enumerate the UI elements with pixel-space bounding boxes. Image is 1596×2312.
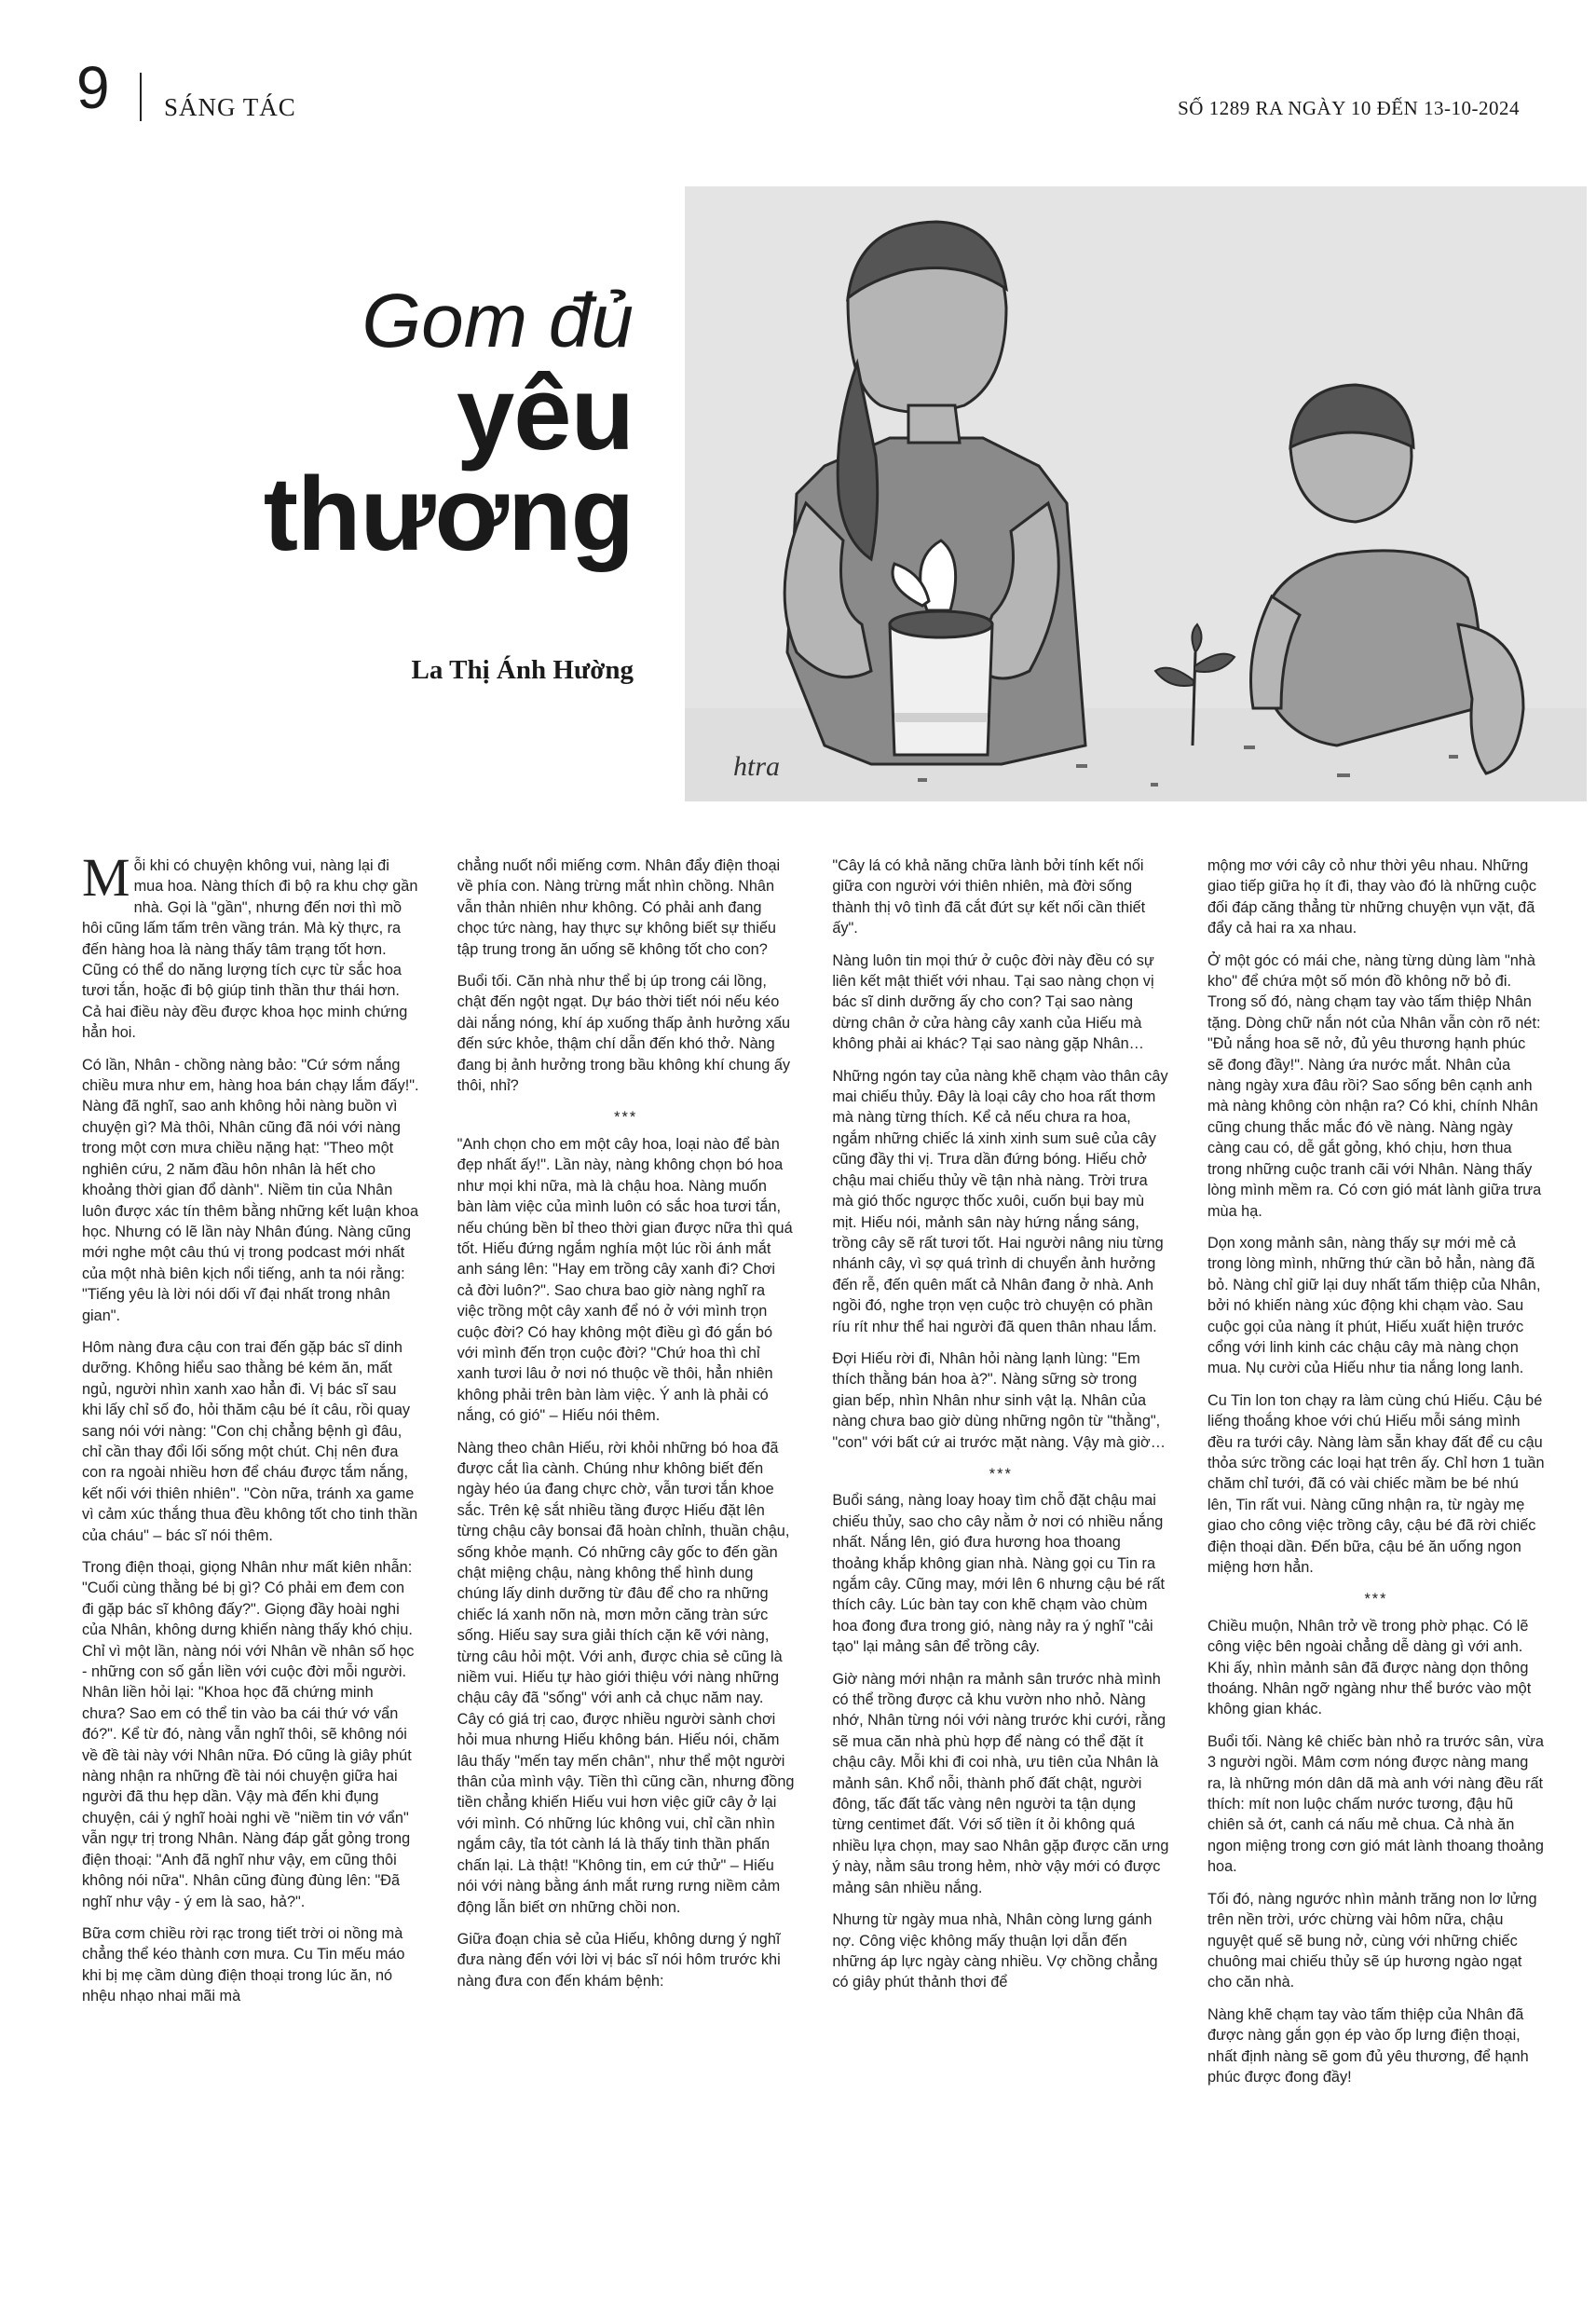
article-body: [82, 855, 1545, 2272]
paragraph: Buổi tối. Căn nhà như thể bị úp trong cái lồng, chật đến ngột ngạt. Dự báo thời tiết nói nếu kéo dài nắng nóng, khí áp xuống thấp ảnh hưởng xấu đến sức khỏe, thậm chí dẫn đến khó thở. Nàng đang bị ảnh hưởng trong bầu không khí chung ấy thôi, nhỉ?: [457, 973, 791, 1095]
paragraph: Cu Tin lon ton chạy ra làm cùng chú Hiếu. Cậu bé liếng thoắng khoe với chú Hiếu mỗi sáng mình đều ra tưới cây. Nàng làm sẵn khay đất để cu cậu thỏa sức trồng các loại hạt trên ấy. Chỉ hơn 1 tuần chăm chỉ tưới, đã có vài chiếc mầm be bé nhú lên, Tin rất vui. Nàng cũng nhận ra, từ ngày mẹ giao cho công việc trồng cây, cậu bé đã rời chiếc điện thoại dần. Đến bữa, cậu bé ăn uống ngon miệng hơn hẳn.: [1207, 1391, 1545, 1576]
paragraph: Mỗi khi có chuyện không vui, nàng lại đi mua hoa. Nàng thích đi bộ ra khu chợ gần nhà. Gọi là "gần", nhưng đến nơi thì mồ hôi cũng lấm tấm trên vầng trán. Mà kỳ thực, ra đến hàng hoa là nàng thấy tâm trạng tốt hơn. Cũng có thể do năng lượng tích cực từ sắc hoa tươi tắn, hoặc đi bộ giúp tinh thần thư thái hơn. Cả hai điều này đều được khoa học minh chứng hẳn hoi.: [82, 855, 418, 1042]
paragraph: Bữa cơm chiều rời rạc trong tiết trời oi nồng mà chẳng thể kéo thành cơn mưa. Cu Tin mếu máo khi bị mẹ cầm dùng điện thoại trong lúc ăn, nó nhệu nhạo nhai mãi mà: [82, 1924, 405, 2005]
section-separator: ***: [1364, 1591, 1388, 1608]
section-separator: ***: [614, 1109, 638, 1127]
column-2: [457, 855, 795, 2272]
article-author: La Thị Ánh Hường: [411, 655, 634, 685]
paragraph: Trong điện thoại, giọng Nhân như mất kiên nhẫn: "Cuối cùng thằng bé bị gì? Có phải em đem con đi gặp bác sĩ không đấy?". Giọng đầy hoài nghi của Nhân, không dưng khiến nàng thấy khó chịu. Chỉ vì một lần, nàng nói với Nhân về nhân số học - những con số gắn liền với cuộc đời mỗi người. Nhân liền hỏi lại: "Khoa học đã chứng minh chưa? Sao em có thể tin vào ba cái thứ vớ vẩn đó?". Kể từ đó, nàng vẫn nghĩ thôi, sẽ không nói về đề tài này với Nhân nữa. Đó cũng là giây phút nàng nhận ra những đề tài nói chuyện giữa hai người đã thu hẹp dần. Vậy mà đến khi đụng chuyện, cái ý nghĩ hoài nghi về "niềm tin vớ vẩn" vẫn ngự trị trong Nhân. Nàng đáp gắt gỏng trong điện thoại: "Anh đã nghĩ như vậy, em cũng thôi không nói nữa". Nhân cũng đùng đùng lên: "Đã nghĩ như vậy - ý em là sao, hả?".: [82, 1559, 415, 1910]
title-line-3: thương: [263, 456, 634, 572]
column-4: [1207, 855, 1545, 2272]
paragraph: Buổi tối. Nàng kê chiếc bàn nhỏ ra trước sân, vừa 3 người ngồi. Mâm cơm nóng được nàng mang ra, là những món dân dã mà anh với nàng đều rất thích: mít non luộc chấm nước tương, đậu hũ chiên sả ớt, canh cá nấu mẻ chua. Cả nhà ăn ngon miệng trong cơn gió mát lành thoang thoảng hoa.: [1207, 1732, 1544, 1876]
column-3: [832, 855, 1169, 2272]
paragraph: "Cây lá có khả năng chữa lành bởi tính kết nối giữa con người với thiên nhiên, mà đời sống thành thị vô tình đã cắt đứt sự kết nối cần thiết ấy".: [832, 857, 1146, 937]
paragraph: chẳng nuốt nổi miếng cơm. Nhân đẩy điện thoại về phía con. Nàng trừng mắt nhìn chồng. Nhân vẫn thản nhiên như không. Có phải anh đang chọc tức nàng, hay thực sự không biết sự thiếu tập trung trong ăn uống sẽ không tốt cho con?: [457, 857, 781, 958]
section-label: SÁNG TÁC: [164, 93, 296, 121]
paragraph: mộng mơ với cây cỏ như thời yêu nhau. Những giao tiếp giữa họ ít đi, thay vào đó là những cuộc đối đáp căng thẳng từ những chuyện vụn vặt, đã đẩy cả hai ra xa nhau.: [1207, 857, 1537, 937]
page-number: 9: [76, 54, 110, 121]
paragraph: Buổi sáng, nàng loay hoay tìm chỗ đặt chậu mai chiếu thủy, sao cho cây nằm ở nơi có nhiều nắng nhất. Nắng lên, gió đưa hương hoa thoang thoảng khắp không gian nhà. Nàng gọi cu Tin ra ngắm cây. Cũng may, mới lên 6 nhưng cậu bé rất thích cây. Lúc bàn tay con khẽ chạm vào chùm hoa đong đưa trong gió, nàng nảy ra ý nghĩ "cải tạo" lại mảng sân để trồng cây.: [832, 1492, 1166, 1656]
article-illustration: [685, 186, 1587, 801]
issue-info: SỐ 1289 RA NGÀY 10 ĐẾN 13-10-2024: [1178, 97, 1520, 119]
paragraph: Nàng khẽ chạm tay vào tấm thiệp của Nhân đã được nàng gắn gọn ép vào ốp lưng điện thoại, nhất định nàng sẽ gom đủ yêu thương, để hạnh phúc được đong đầy!: [1207, 2005, 1529, 2086]
paragraph: Những ngón tay của nàng khẽ chạm vào thân cây mai chiếu thủy. Đây là loại cây cho hoa rất thơm mà nàng từng thích. Kể cả nếu chưa ra hoa, ngắm những chiếc lá xinh xinh sum suê của cây cũng đầy thi vị. Trưa dần đứng bóng. Hiếu chở chậu mai chiếu thủy về tận nhà nàng. Trời trưa mà gió thốc ngược thốc xuôi, cuốn bụi bay mù mịt. Hiếu nói, mảnh sân này hứng nắng sáng, trồng cây sẽ rất tươi tốt. Hai người nâng niu từng nhánh cây, vì sợ quá trình di chuyển ảnh hưởng đến rễ, đến quên mất cả Nhân đang ở nhà. Anh ngồi đó, nghe trọn vẹn cuộc trò chuyện có phần ríu rít như thể hai người đã quen thân nhau lắm.: [832, 1067, 1168, 1335]
drop-cap: M: [82, 855, 130, 908]
paragraph: Có lần, Nhân - chồng nàng bảo: "Cứ sớm nắng chiều mưa như em, hàng hoa bán chạy lắm đấy!". Nàng đã nghĩ, sao anh không hỏi nàng buồn vì chuyện gì? Mà thôi, Nhân cũng đã nói với nàng trong một cơn mưa chiều nặng hạt: "Theo một nghiên cứu, 2 năm đầu hôn nhân là hết cho khoảng thời gian đổ dành". Niềm tin của Nhân luôn được xác tín thêm bằng những kết luận khoa học. Nhưng có lẽ lần này Nhân đúng. Nàng cũng mới nghe một câu thú vị trong podcast mới nhất của một nhà biên kịch nổi tiếng, anh ta nói rằng: "Tiếng yêu là lời nói dối vĩ đại nhất trong nhân gian".: [82, 1056, 419, 1324]
paragraph: Tối đó, nàng ngước nhìn mảnh trăng non lơ lửng trên nền trời, ước chừng vài hôm nữa, chậu nguyệt quế sẽ bung nở, cùng với những chiếc chuông mai chiếu thủy sẽ úp hương ngào ngạt cho căn nhà.: [1207, 1890, 1537, 1991]
paragraph: Đợi Hiếu rời đi, Nhân hỏi nàng lạnh lùng: "Em thích thằng bán hoa à?". Nàng sững sờ trong gian bếp, nhìn Nhân như sinh vật lạ. Nhân của nàng chưa bao giờ dùng những ngôn từ "thằng", "con" với bất cứ ai trước mặt nàng. Vậy mà giờ…: [832, 1349, 1166, 1451]
paragraph: Dọn xong mảnh sân, nàng thấy sự mới mẻ cả trong lòng mình, những thứ cần bỏ hẳn, nàng đã bỏ. Nàng chỉ giữ lại duy nhất tấm thiệp của Nhân, bởi nó khiến nàng xúc động khi chạm vào. Sau cuộc gọi của nàng ít phút, Hiếu xuất hiện trước cổng với linh kinh các chậu cây mà nàng chọn mua. Nụ cười của Hiếu như tia nắng long lanh.: [1207, 1234, 1541, 1377]
paragraph: Nàng luôn tin mọi thứ ở cuộc đời này đều có sự liên kết mật thiết với nhau. Tại sao nàng chọn vị bác sĩ dinh dưỡng ấy cho con? Tại sao nàng dừng chân ở cửa hàng cây xanh của Hiếu mà không phải ai khác? Tại sao nàng gặp Nhân…: [832, 951, 1154, 1053]
column-1: [82, 855, 419, 2272]
title-line-1: Gom đủ: [361, 279, 634, 363]
paragraph: Giờ nàng mới nhận ra mảnh sân trước nhà mình có thể trồng được cả khu vườn nho nhỏ. Nàng nhớ, Nhân từng nói với nàng trước khi cưới, rằng sẽ mua căn nhà phù hợp để nàng có thể đặt ít chậu cây. Mỗi khi đi coi nhà, ưu tiên của Nhân là mảnh sân. Khổ nỗi, thành phố đất chật, người đông, tấc đất tấc vàng nên người ta tận dụng từng centimet đất. Với số tiền ít ỏi không quá nhiều lựa chọn, may sao Nhân gặp được căn ưng ý này, nằm sâu trong hẻm, nhờ vậy mới có được mảng sân nhiều nắng.: [832, 1670, 1169, 1896]
header-divider: [140, 73, 142, 121]
section-separator: ***: [989, 1465, 1013, 1483]
illustrator-signature: htra: [733, 751, 781, 782]
paragraph: Ở một góc có mái che, nàng từng dùng làm "nhà kho" để chứa một số món đồ không nỡ bỏ đi. Trong số đó, nàng chạm tay vào tấm thiệp Nhân tặng. Dòng chữ nắn nót của Nhân vẫn còn rõ nét: "Đủ nắng hoa sẽ nở, đủ yêu thương hạnh phúc sẽ đong đầy!". Nàng ứa nước mắt. Nhân của nàng ngày xưa đâu rồi? Sao sống bên cạnh anh mà nàng không còn nhận ra? Có khi, chính Nhân cũng chung thắc mắc đó về nàng. Nàng ngày càng cau có, dễ gắt gỏng, khó chịu, hơn thua trong những cuộc tranh cãi với Nhân. Nàng thấy lòng mình mềm ra. Có cơn gió mát lành giữa trưa mùa hạ.: [1207, 951, 1542, 1220]
page-header: [0, 0, 1596, 140]
paragraph: Hôm nàng đưa cậu con trai đến gặp bác sĩ dinh dưỡng. Không hiểu sao thằng bé kém ăn, mất ngủ, người nhìn xanh xao hẳn đi. Vị bác sĩ sau khi lấy chỉ số đo, hỏi thăm cậu bé ít câu, rồi quay sang nói với nàng: "Con chị chẳng bệnh gì đâu, chỉ cần thay đổi lối sống một chút. Chị nên đưa con ra ngoài nhiều hơn để cháu được tắm nắng, kết nối với thiên nhiên". "Còn nữa, tránh xa game vì cảm xúc thắng thua đều không tốt cho tinh thần của cháu" – bác sĩ nói thêm.: [82, 1338, 418, 1544]
paragraph: Giữa đoạn chia sẻ của Hiếu, không dưng ý nghĩ đưa nàng đến với lời vị bác sĩ nói hôm trước khi nàng đưa con đến khám bệnh:: [457, 1930, 781, 1990]
paragraph: Nàng theo chân Hiếu, rời khỏi những bó hoa đã được cắt lìa cành. Chúng như không biết đến ngày héo úa đang chực chờ, vẫn tươi tắn khoe sắc. Trên kệ sắt nhiều tầng được Hiếu đặt lên từng chậu cây bonsai đã hoàn chỉnh, thuần chậu, sống khỏe mạnh. Có những cây gốc to đến gần chật miệng chậu, nàng không thể hình dung chúng lấy dinh dưỡng từ đâu để cho ra những chiếc lá xanh nõn nà, mơn mởn căng tràn sức sống. Hiếu say sưa giải thích cặn kẽ với nàng, từng câu hỏi một. Với anh, được chia sẻ cũng là niềm vui. Hiếu tự hào giới thiệu với nàng những chậu cây đã "sống" với anh cả chục năm nay. Cây có giá trị cao, được nhiều người sành chơi hỏi mua nhưng Hiếu không bán. Hiếu nói, chăm lâu thấy "mến tay mến chân", như thể một người thân của mình vậy. Tiền thì cũng cần, nhưng đồng tiền chẳng khiến Hiếu vui hơn việc giữ cây ở lại với mình. Có những lúc không vui, chỉ cần nhìn ngắm cây, tỉa tót cành lá là thấy tinh thần phấn chấn lại. Là thật! "Không tin, em cứ thử" – Hiếu nói với nàng bằng ánh mắt rưng rưng niềm cảm động lẫn biết ơn những chồi non.: [457, 1439, 795, 1916]
article-title: [149, 279, 634, 572]
paragraph: "Anh chọn cho em một cây hoa, loại nào để bàn đẹp nhất ấy!". Lần này, nàng không chọn bó hoa như mọi khi nữa, mà là chậu hoa. Nàng muốn bàn làm việc của mình luôn có sắc hoa tươi tắn, nếu chúng bền bỉ theo thời gian được nữa thì quá tốt. Hiếu đứng ngắm nghía một lúc rồi ánh mắt anh sáng lên: "Hay em trồng cây xanh đi? Chơi cả đời luôn?". Sao chưa bao giờ nàng nghĩ ra việc trồng một cây xanh để nó ở với mình trọn cuộc đời? Có hay không một điều gì đó gắn bó với mình đến trọn cuộc đời? "Chứ hoa thì chỉ xanh tươi lâu ở nơi nó thuộc về thôi, hẳn nhiên không phải trên bàn làm việc. Ý anh là phải có nắng, có gió" – Hiếu nói thêm.: [457, 1135, 793, 1425]
paragraph: Chiều muộn, Nhân trở về trong phờ phạc. Có lẽ công việc bên ngoài chẳng dễ dàng gì với anh. Khi ấy, nhìn mảnh sân đã được nàng dọn thông thoáng. Nhân ngỡ ngàng như thể bước vào một không gian khác.: [1207, 1617, 1532, 1718]
paragraph: Nhưng từ ngày mua nhà, Nhân còng lưng gánh nợ. Công việc không mấy thuận lợi dẫn đến những áp lực ngày càng nhiều. Vợ chồng chẳng có giây phút thảnh thơi để: [832, 1911, 1158, 1991]
title-line-2: yêu: [457, 355, 634, 472]
